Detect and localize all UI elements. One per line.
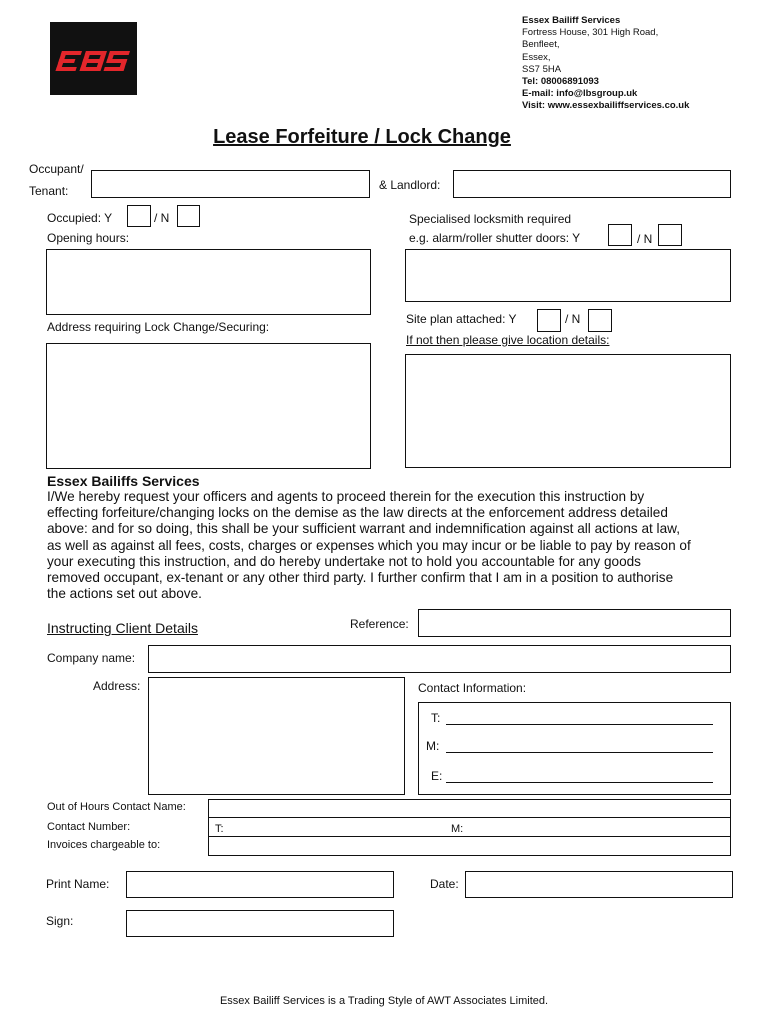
contact-m-label: M:	[426, 739, 440, 753]
footer-text: Essex Bailiff Services is a Trading Style of AWT Associates Limited.	[219, 995, 549, 1007]
locksmith-label: Specialised locksmith required	[409, 212, 572, 226]
ebs-logo-mark	[50, 22, 137, 95]
contact-number-label: Contact Number:	[47, 821, 131, 833]
lock-change-address-label: Address requiring Lock Change/Securing:	[47, 320, 270, 334]
company-website: Visit: www.essexbailiffservices.co.uk	[522, 100, 690, 112]
contact-e-line[interactable]	[446, 782, 713, 783]
date-field[interactable]	[465, 871, 733, 898]
contact-number-t-label: T:	[215, 823, 224, 835]
landlord-field[interactable]	[453, 170, 731, 198]
locksmith-yes-checkbox[interactable]	[608, 224, 632, 246]
locksmith-no-checkbox[interactable]	[658, 224, 682, 246]
contact-info-label: Contact Information:	[418, 681, 527, 695]
company-name-field[interactable]	[148, 645, 731, 673]
site-plan-no-label: / N	[565, 312, 581, 326]
company-name: Essex Bailiff Services	[522, 15, 621, 26]
print-name-label: Print Name:	[46, 877, 110, 891]
locksmith-no-label: / N	[637, 232, 653, 246]
site-plan-label: Site plan attached: Y	[406, 312, 517, 326]
opening-hours-field[interactable]	[46, 249, 371, 315]
print-name-field[interactable]	[126, 871, 394, 898]
company-address-line: Essex,	[522, 51, 551, 63]
ooh-contact-label: Out of Hours Contact Name:	[47, 801, 186, 813]
tenant-label: Tenant:	[29, 184, 69, 198]
location-details-field[interactable]	[405, 354, 731, 468]
locksmith-details-field[interactable]	[405, 249, 731, 302]
occupied-label: Occupied: Y	[47, 211, 113, 225]
location-details-label: If not then please give location details:	[406, 333, 610, 347]
client-details-heading: Instructing Client Details	[47, 620, 198, 636]
landlord-label: & Landlord:	[379, 178, 441, 192]
sign-field[interactable]	[126, 910, 394, 937]
declaration-line: removed occupant, ex-tenant or any other third party. I further confirm that I am in a position to authorise	[47, 570, 674, 586]
company-name-label: Company name:	[47, 651, 136, 665]
declaration-line: your executing this instruction, and do hereby undertake not to hold you accountable for any goods	[47, 553, 641, 569]
declaration-line: effecting forfeiture/changing locks on the demise as the law directs at the enforcement address detailed	[47, 505, 668, 521]
invoices-field[interactable]	[208, 836, 731, 856]
company-details	[522, 15, 689, 113]
declaration-heading: Essex Bailiffs Services	[47, 473, 200, 489]
company-address-line: SS7 5HA	[522, 63, 562, 75]
contact-m-line[interactable]	[446, 752, 713, 753]
company-address-line: Fortress House, 301 High Road,	[522, 27, 659, 39]
declaration-text	[47, 489, 737, 602]
invoices-label: Invoices chargeable to:	[47, 839, 161, 851]
client-address-field[interactable]	[148, 677, 405, 795]
contact-number-field[interactable]	[208, 817, 731, 837]
declaration-line: I/We hereby request your officers and agents to proceed therein for the execution this instruction by	[47, 489, 645, 504]
contact-t-line[interactable]	[446, 724, 713, 725]
reference-label: Reference:	[350, 617, 409, 631]
lock-change-address-field[interactable]	[46, 343, 371, 469]
locksmith-example-label: e.g. alarm/roller shutter doors: Y	[409, 231, 581, 245]
occupied-no-checkbox[interactable]	[177, 205, 200, 227]
sign-label: Sign:	[46, 914, 74, 928]
company-tel: Tel: 08006891093	[522, 76, 599, 88]
ooh-contact-field[interactable]	[208, 799, 731, 818]
reference-field[interactable]	[418, 609, 731, 637]
declaration-line: as well as against all fees, costs, charges or expenses which you may incur or be liable to pay by reason of	[47, 537, 691, 553]
contact-number-m-label: M:	[451, 823, 464, 835]
declaration-line: above: and for so doing, this shall be your sufficient warrant and indemnification against all actions at law,	[47, 521, 680, 537]
company-email: E-mail: info@lbsgroup.uk	[522, 88, 638, 100]
contact-t-label: T:	[431, 711, 441, 725]
occupant-tenant-field[interactable]	[91, 170, 370, 198]
occupant-label: Occupant/	[29, 162, 84, 176]
declaration-line: the actions set out above.	[47, 586, 202, 602]
form-title: Lease Forfeiture / Lock Change	[213, 126, 511, 148]
company-logo	[50, 22, 137, 95]
opening-hours-label: Opening hours:	[47, 231, 130, 245]
site-plan-yes-checkbox[interactable]	[537, 309, 561, 332]
contact-e-label: E:	[431, 769, 443, 783]
company-address-line: Benfleet,	[522, 39, 560, 51]
site-plan-no-checkbox[interactable]	[588, 309, 612, 332]
occupied-no-label: / N	[154, 211, 170, 225]
client-address-label: Address:	[93, 679, 141, 693]
occupied-yes-checkbox[interactable]	[127, 205, 151, 227]
date-label: Date:	[430, 877, 459, 891]
